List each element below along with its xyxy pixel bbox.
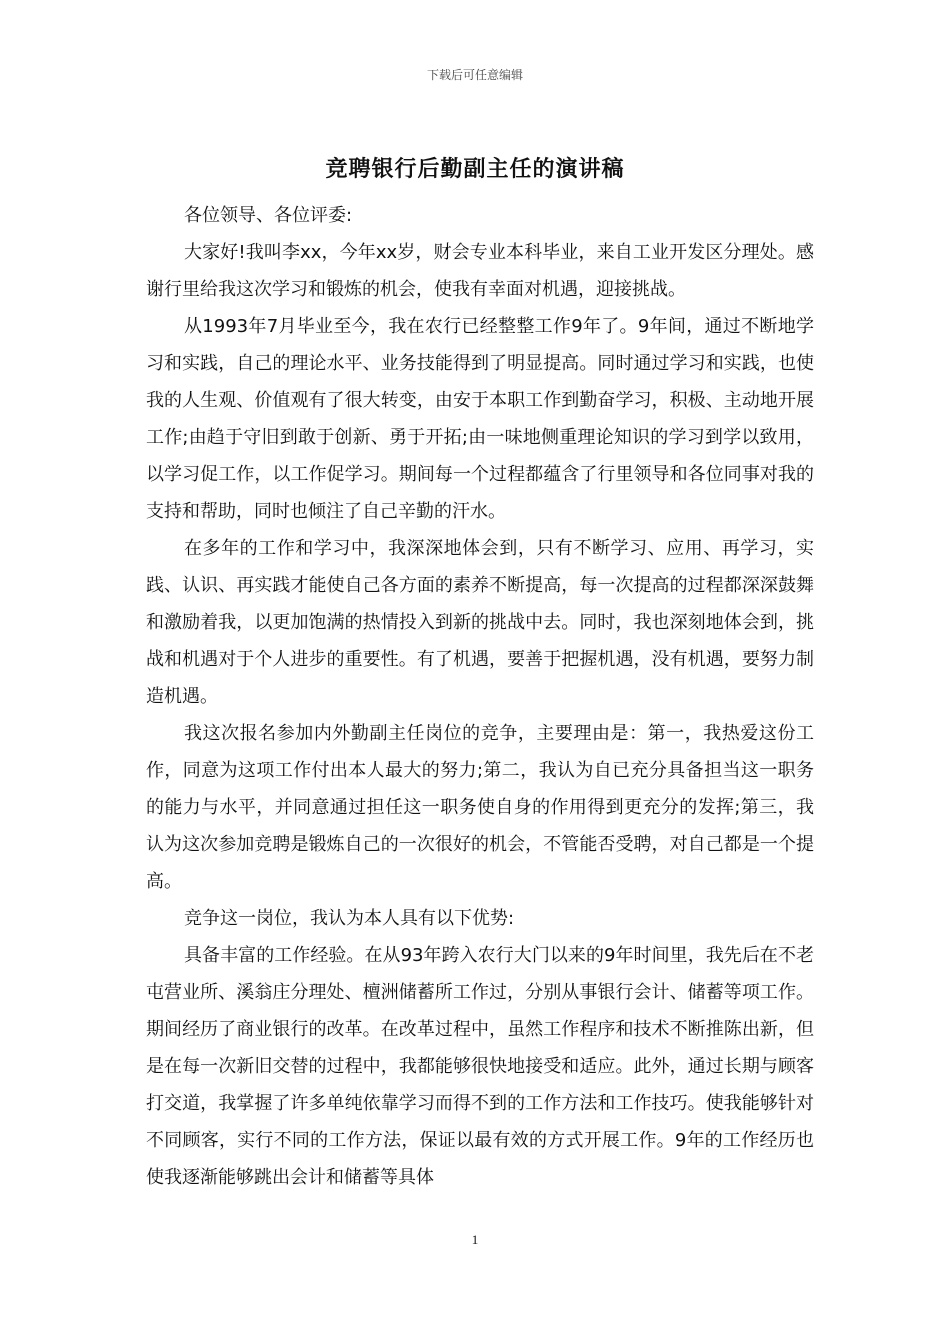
document-title: 竞聘银行后勤副主任的演讲稿 xyxy=(325,157,625,182)
document-body xyxy=(146,197,814,1196)
paragraph-reflection: 在多年的工作和学习中，我深深地体会到，只有不断学习、应用、再学习，实践、认识、再实践才能使自己各方面的素养不断提高，每一次提高的过程都深深鼓舞和激励着我，以更加饱满的热情投入到新的挑战中去。同时，我也深刻地体会到，挑战和机遇对于个人进步的重要性。有了机遇，要善于把握机遇，没有机遇，要努力制造机遇。 xyxy=(146,538,814,707)
paragraph-advantages-intro: 竞争这一岗位，我认为本人具有以下优势: xyxy=(184,908,515,929)
paragraph-reasons: 我这次报名参加内外勤副主任岗位的竞争，主要理由是：第一，我热爱这份工作，同意为这项工作付出本人最大的努力;第二，我认为自已充分具备担当这一职务的能力与水平，并同意通过担任这一职务使自身的作用得到更充分的发挥;第三，我认为这次参加竞聘是锻炼自己的一次很好的机会，不管能否受聘，对自己都是一个提高。 xyxy=(146,723,814,892)
paragraph-salutation: 各位领导、各位评委: xyxy=(184,205,353,226)
paragraph-experience: 从1993年7月毕业至今，我在农行已经整整工作9年了。9年间，通过不断地学习和实践，自己的理论水平、业务技能得到了明显提高。同时通过学习和实践，也使我的人生观、价值观有了很大转变，由安于本职工作到勤奋学习，积极、主动地开展工作;由趋于守旧到敢于创新、勇于开拓;由一味地侧重理论知识的学习到学以致用，以学习促工作，以工作促学习。期间每一个过程都蕴含了行里领导和各位同事对我的支持和帮助，同时也倾注了自己辛勤的汗水。 xyxy=(146,316,814,522)
paragraph-work-experience: 具备丰富的工作经验。在从93年跨入农行大门以来的9年时间里，我先后在不老屯营业所、溪翁庄分理处、檀洲储蓄所工作过，分别从事银行会计、储蓄等项工作。期间经历了商业银行的改革。在改革过程中，虽然工作程序和技术不断推陈出新，但是在每一次新旧交替的过程中，我都能够很快地接受和适应。此外，通过长期与顾客打交道，我掌握了许多单纯依靠学习而得不到的工作方法和工作技巧。使我能够针对不同顾客，实行不同的工作方法，保证以最有效的方式开展工作。9年的工作经历也使我逐渐能够跳出会计和储蓄等具体 xyxy=(146,945,814,1188)
page-number: 1 xyxy=(471,1232,479,1247)
paragraph-introduction: 大家好!我叫李xx，今年xx岁，财会专业本科毕业，来自工业开发区分理处。感谢行里给我这次学习和锻炼的机会，使我有幸面对机遇，迎接挑战。 xyxy=(146,242,814,300)
page-header-note: 下载后可任意编辑 xyxy=(426,68,523,82)
